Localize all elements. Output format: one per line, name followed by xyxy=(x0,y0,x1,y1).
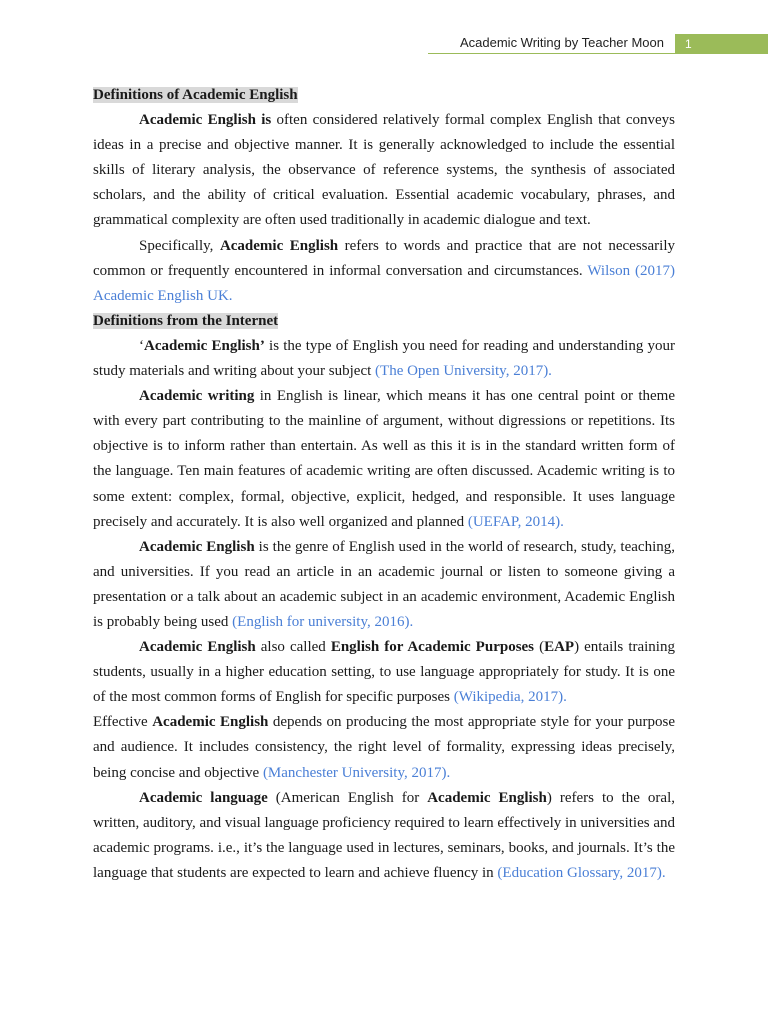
paragraph-text: ) refers to the oral, written, auditory, and visual language proficiency required to learn effectively in universities and academic programs. i.e., it’s the language used in lectures, seminars, books, and journals. It’s the language that students are expected to learn and achieve fluency in xyxy=(93,789,675,881)
citation-link[interactable]: (The Open University, 2017). xyxy=(375,363,552,380)
paragraph-effective xyxy=(93,710,675,785)
header-title: Academic Writing by Teacher Moon xyxy=(459,35,664,50)
paragraph-text: is the genre of English used in the world of research, study, teaching, and universities. If you read an article in an academic journal or listen to someone giving a presentation or a talk about an academic subject in an academic environment, Academic English is probably being used xyxy=(93,538,675,630)
paragraph-text: ‘ xyxy=(139,337,144,354)
paragraph-text: ( xyxy=(534,639,545,656)
paragraph-text: Effective xyxy=(93,714,153,731)
section-heading-internet xyxy=(93,309,675,334)
bold-term: Academic English xyxy=(219,237,339,254)
paragraph-academic-english-intro xyxy=(93,108,675,233)
citation-link[interactable]: (Wikipedia, 2017). xyxy=(453,689,567,706)
paragraph-academic-language xyxy=(93,786,675,886)
bold-term: Academic English xyxy=(427,789,547,806)
heading-text: Definitions of Academic English xyxy=(93,87,298,103)
citation-link[interactable]: (Manchester University, 2017). xyxy=(262,764,451,781)
paragraph-text: is the type of English you need for reading and understanding your study materials and writing about your subject xyxy=(93,337,675,380)
bold-term: Academic language xyxy=(139,789,268,806)
paragraph-text: in English is linear, which means it has one central point or theme with every part contributing to the mainline of argument, without digressions or repetitions. Its objective is to inform rather than entertain. As well as this it is in the standard written form of the language. Ten main features of academic writing are often discussed. Academic writing is to some extent: complex, formal, objective, explicit, hedged, and responsible. It uses language precisely and accurately. It is also well organized and planned xyxy=(93,388,675,530)
document-body xyxy=(93,83,675,886)
paragraph-genre xyxy=(93,535,675,635)
paragraph-text: ) entails training students, usually in a higher education setting, to use language appropriately for study. It is one of the most common forms of English for specific purposes xyxy=(93,639,675,706)
citation-link[interactable]: (UEFAP, 2014). xyxy=(467,513,564,530)
page-number: 1 xyxy=(675,34,768,54)
page-header xyxy=(0,34,768,54)
paragraph-text: Specifically, xyxy=(139,237,220,254)
citation-link[interactable]: (English for university, 2016). xyxy=(232,613,414,630)
bold-term: EAP xyxy=(544,639,575,656)
paragraph-text: depends on producing the most appropriate style for your purpose and audience. It includes consistency, the right level of formality, expressing ideas precisely, being concise and objective xyxy=(93,714,675,781)
paragraph-text: (American English for xyxy=(267,789,428,806)
bold-term: Academic English xyxy=(139,538,255,555)
heading-text: Definitions from the Internet xyxy=(93,312,279,329)
bold-term: Academic English’ xyxy=(144,337,265,354)
paragraph-academic-writing xyxy=(93,384,675,535)
paragraph-open-university xyxy=(93,334,675,384)
section-heading-definitions xyxy=(93,83,675,108)
paragraph-specifically xyxy=(93,234,675,309)
paragraph-eap xyxy=(93,635,675,710)
bold-term: Academic English xyxy=(152,714,269,731)
bold-term: Academic English xyxy=(139,639,256,656)
citation-link[interactable]: (Education Glossary, 2017). xyxy=(497,864,666,881)
bold-term: English for Academic Purposes xyxy=(330,639,535,656)
bold-term: Academic writing xyxy=(139,388,255,405)
paragraph-text: often considered relatively formal complex English that conveys ideas in a precise and objective manner. It is generally acknowledged to include the essential skills of literary analysis, the observance of reference systems, the synthesis of associated scholars, and the ability of critical evaluation. Essential academic vocabulary, phrases, and grammatical complexity are often used traditionally in academic dialogue and text. xyxy=(93,112,675,229)
citation-link[interactable]: Wilson (2017) Academic English UK. xyxy=(93,262,675,304)
paragraph-text: refers to words and practice that are not necessarily common or frequently encountered in informal conversation and circumstances. xyxy=(93,237,675,279)
bold-term: Academic English is xyxy=(139,112,272,129)
paragraph-text: also called xyxy=(255,639,331,656)
